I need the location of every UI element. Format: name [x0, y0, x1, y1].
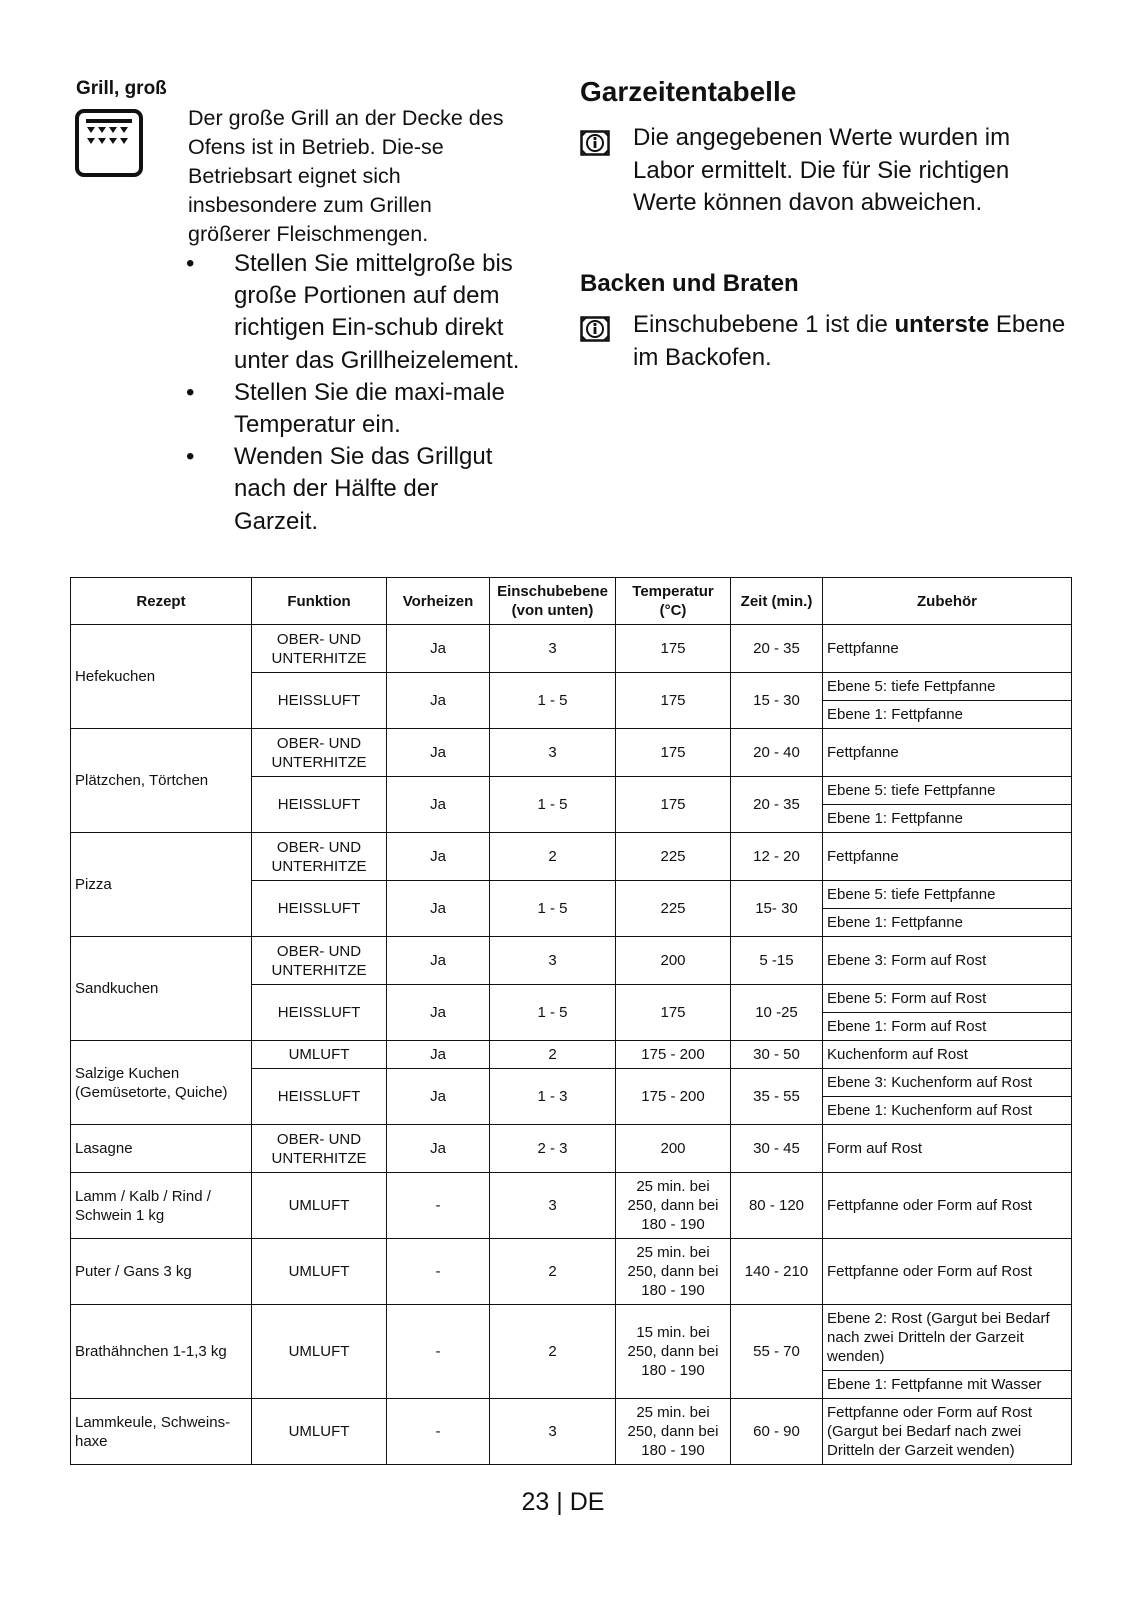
- table-cell: UMLUFT: [252, 1239, 387, 1305]
- info-text: Ebene im Backofen.: [633, 311, 1066, 371]
- section-heading-grill: Grill, groß: [76, 78, 167, 99]
- table-cell: -: [387, 1173, 490, 1239]
- table-cell: 175: [616, 673, 731, 729]
- table-cell: 20 - 35: [731, 777, 823, 833]
- table-cell: 15 - 30: [731, 673, 823, 729]
- table-cell: Lamm / Kalb / Rind / Schwein 1 kg: [71, 1173, 252, 1239]
- table-cell: -: [387, 1239, 490, 1305]
- table-cell: 3: [490, 1173, 616, 1239]
- table-cell: OBER- UND UNTERHITZE: [252, 937, 387, 985]
- table-cell: 25 min. bei 250, dann bei 180 - 190: [616, 1173, 731, 1239]
- table-cell: Ebene 5: Form auf Rost: [823, 985, 1072, 1013]
- bullet-text: Stellen Sie die maxi-male Temperatur ein.: [234, 378, 505, 439]
- table-cell: 60 - 90: [731, 1399, 823, 1465]
- table-cell: 3: [490, 625, 616, 673]
- table-cell: Fettpfanne: [823, 625, 1072, 673]
- table-cell: Ebene 1: Fettpfanne: [823, 805, 1072, 833]
- table-cell: UMLUFT: [252, 1173, 387, 1239]
- table-cell: HEISSLUFT: [252, 881, 387, 937]
- table-cell: Puter / Gans 3 kg: [71, 1239, 252, 1305]
- table-cell: UMLUFT: [252, 1041, 387, 1069]
- table-cell: 175: [616, 777, 731, 833]
- table-cell: Plätzchen, Törtchen: [71, 729, 252, 833]
- table-cell: 140 - 210: [731, 1239, 823, 1305]
- table-cell: 15 min. bei 250, dann bei 180 - 190: [616, 1305, 731, 1399]
- table-cell: Ebene 5: tiefe Fettpfanne: [823, 881, 1072, 909]
- table-cell: OBER- UND UNTERHITZE: [252, 729, 387, 777]
- table-cell: Ja: [387, 937, 490, 985]
- table-cell: 20 - 35: [731, 625, 823, 673]
- table-cell: -: [387, 1399, 490, 1465]
- table-cell: Ja: [387, 1041, 490, 1069]
- table-cell: Ja: [387, 1125, 490, 1173]
- table-header-row: [71, 578, 1072, 625]
- table-cell: 25 min. bei 250, dann bei 180 - 190: [616, 1399, 731, 1465]
- page-title: Garzeitentabelle: [580, 76, 797, 107]
- table-cell: Fettpfanne oder Form auf Rost: [823, 1239, 1072, 1305]
- table-cell: UMLUFT: [252, 1399, 387, 1465]
- info-note-lab-values: Die angegebenen Werte wurden im Labor ermittelt. Die für Sie richtigen Werte können davon abweichen.: [633, 124, 1011, 216]
- grill-large-icon: [74, 108, 144, 178]
- table-cell: Ebene 1: Fettpfanne: [823, 909, 1072, 937]
- grill-bullet-list: [186, 248, 526, 538]
- bullet-text: Stellen Sie mittelgroße bis große Portionen auf dem richtigen Ein-schub direkt unter das Grillheizelement.: [234, 250, 520, 374]
- table-row: [71, 1041, 1072, 1069]
- section-heading-backen: Backen und Braten: [580, 270, 799, 297]
- table-cell: OBER- UND UNTERHITZE: [252, 625, 387, 673]
- table-cell: Ja: [387, 777, 490, 833]
- column-header: Rezept: [71, 578, 252, 625]
- table-cell: Ja: [387, 729, 490, 777]
- table-cell: 2: [490, 1305, 616, 1399]
- table-cell: 3: [490, 1399, 616, 1465]
- table-cell: 200: [616, 1125, 731, 1173]
- table-cell: Ebene 3: Kuchenform auf Rost: [823, 1069, 1072, 1097]
- table-cell: Fettpfanne: [823, 729, 1072, 777]
- cooking-times-table: [70, 577, 1072, 1465]
- table-cell: 3: [490, 729, 616, 777]
- table-cell: Ebene 2: Rost (Gargut bei Bedarf nach zwei Dritteln der Garzeit wenden): [823, 1305, 1072, 1371]
- table-cell: Ja: [387, 833, 490, 881]
- table-row: [71, 937, 1072, 985]
- table-cell: Ja: [387, 985, 490, 1041]
- table-cell: Pizza: [71, 833, 252, 937]
- table-cell: 1 - 5: [490, 777, 616, 833]
- table-cell: 35 - 55: [731, 1069, 823, 1125]
- table-cell: 10 -25: [731, 985, 823, 1041]
- table-cell: 1 - 5: [490, 881, 616, 937]
- table-cell: Ebene 3: Form auf Rost: [823, 937, 1072, 985]
- column-header: Funktion: [252, 578, 387, 625]
- column-header: Zeit (min.): [731, 578, 823, 625]
- table-row: [71, 625, 1072, 673]
- table-cell: -: [387, 1305, 490, 1399]
- table-cell: Brathähnchen 1-1,3 kg: [71, 1305, 252, 1399]
- column-header: Vorheizen: [387, 578, 490, 625]
- table-row: [71, 1173, 1072, 1239]
- table-cell: UMLUFT: [252, 1305, 387, 1399]
- table-cell: HEISSLUFT: [252, 673, 387, 729]
- table-cell: Fettpfanne: [823, 833, 1072, 881]
- table-row: [71, 1125, 1072, 1173]
- table-cell: 80 - 120: [731, 1173, 823, 1239]
- list-item: • Wenden Sie das Grillgut nach der Hälfte der Garzeit.: [186, 443, 493, 535]
- table-cell: 30 - 45: [731, 1125, 823, 1173]
- table-cell: 225: [616, 833, 731, 881]
- table-cell: 175: [616, 729, 731, 777]
- table-cell: 12 - 20: [731, 833, 823, 881]
- table-cell: 2 - 3: [490, 1125, 616, 1173]
- table-cell: 15- 30: [731, 881, 823, 937]
- info-note-shelf-level: [633, 309, 1073, 374]
- table-cell: Ja: [387, 1069, 490, 1125]
- table-cell: OBER- UND UNTERHITZE: [252, 833, 387, 881]
- list-item: • Stellen Sie mittelgroße bis große Portionen auf dem richtigen Ein-schub direkt unter das Grillheizelement.: [186, 250, 520, 374]
- table-cell: 2: [490, 833, 616, 881]
- table-cell: Kuchenform auf Rost: [823, 1041, 1072, 1069]
- table-cell: 2: [490, 1041, 616, 1069]
- table-cell: Ebene 5: tiefe Fettpfanne: [823, 673, 1072, 701]
- table-row: [71, 1399, 1072, 1465]
- table-row: [71, 833, 1072, 881]
- table-cell: 1 - 3: [490, 1069, 616, 1125]
- table-cell: Ebene 1: Form auf Rost: [823, 1013, 1072, 1041]
- info-icon: [580, 316, 610, 342]
- table-cell: Lasagne: [71, 1125, 252, 1173]
- table-cell: 175 - 200: [616, 1069, 731, 1125]
- table-cell: 55 - 70: [731, 1305, 823, 1399]
- table-cell: Ja: [387, 625, 490, 673]
- info-text-bold: unterste: [894, 311, 990, 338]
- table-cell: 200: [616, 937, 731, 985]
- table-cell: Hefekuchen: [71, 625, 252, 729]
- table-row: [71, 1239, 1072, 1305]
- table-cell: 20 - 40: [731, 729, 823, 777]
- table-row: [71, 1305, 1072, 1371]
- bullet-text: Wenden Sie das Grillgut nach der Hälfte der Garzeit.: [234, 443, 493, 535]
- column-header: Zubehör: [823, 578, 1072, 625]
- table-cell: Ja: [387, 673, 490, 729]
- table-cell: Ebene 1: Fettpfanne mit Wasser: [823, 1371, 1072, 1399]
- table-cell: 2: [490, 1239, 616, 1305]
- table-cell: 175: [616, 625, 731, 673]
- table-cell: 175: [616, 985, 731, 1041]
- table-cell: 1 - 5: [490, 673, 616, 729]
- info-icon: [580, 130, 610, 156]
- table-cell: Lammkeule, Schweins-haxe: [71, 1399, 252, 1465]
- table-cell: Ebene 5: tiefe Fettpfanne: [823, 777, 1072, 805]
- table-cell: OBER- UND UNTERHITZE: [252, 1125, 387, 1173]
- list-item: • Stellen Sie die maxi-male Temperatur ein.: [186, 378, 505, 439]
- table-cell: Fettpfanne oder Form auf Rost (Gargut bei Bedarf nach zwei Dritteln der Garzeit wenden): [823, 1399, 1072, 1465]
- table-cell: 30 - 50: [731, 1041, 823, 1069]
- table-cell: 225: [616, 881, 731, 937]
- grill-description: Der große Grill an der Decke des Ofens ist in Betrieb. Die-se Betriebsart eignet sich insbesondere zum Grillen größerer Fleischmengen.: [188, 106, 504, 246]
- table-cell: Fettpfanne oder Form auf Rost: [823, 1173, 1072, 1239]
- table-cell: Ja: [387, 881, 490, 937]
- table-cell: HEISSLUFT: [252, 985, 387, 1041]
- table-cell: 5 -15: [731, 937, 823, 985]
- page-number: 23 | DE: [521, 1488, 605, 1516]
- table-cell: 1 - 5: [490, 985, 616, 1041]
- table-cell: HEISSLUFT: [252, 777, 387, 833]
- column-header: Temperatur (°C): [616, 578, 731, 625]
- table-cell: HEISSLUFT: [252, 1069, 387, 1125]
- table-cell: Salzige Kuchen (Gemüsetorte, Quiche): [71, 1041, 252, 1125]
- table-cell: Sandkuchen: [71, 937, 252, 1041]
- table-row: [71, 729, 1072, 777]
- table-cell: Ebene 1: Kuchenform auf Rost: [823, 1097, 1072, 1125]
- column-header: Einschubebene (von unten): [490, 578, 616, 625]
- table-cell: Ebene 1: Fettpfanne: [823, 701, 1072, 729]
- info-text: Einschubebene 1 ist die: [633, 311, 895, 338]
- table-cell: 175 - 200: [616, 1041, 731, 1069]
- table-cell: 3: [490, 937, 616, 985]
- table-cell: 25 min. bei 250, dann bei 180 - 190: [616, 1239, 731, 1305]
- table-cell: Form auf Rost: [823, 1125, 1072, 1173]
